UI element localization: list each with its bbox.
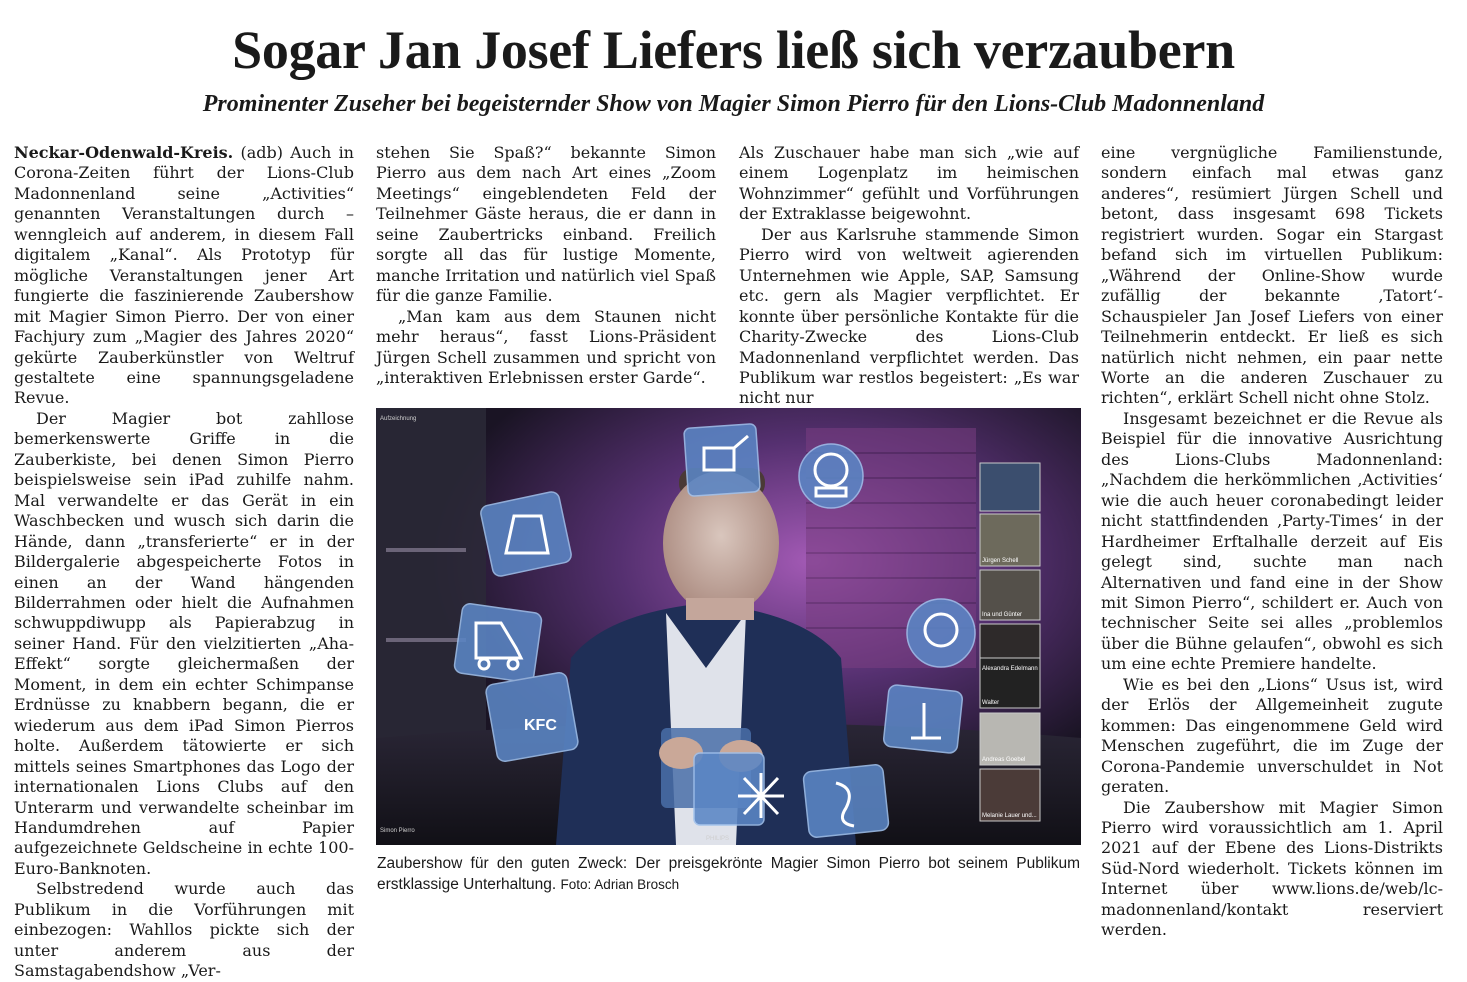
participant-name: Walter	[982, 700, 1000, 706]
photo-caption	[377, 853, 1080, 895]
donald-duck-icon	[907, 599, 975, 667]
paragraph: Als Zuschauer habe man sich „wie auf einem Logenplatz im heimischen Wohnzimmer“ gefühlt und Vorführungen der Extraklasse beigewohnt.	[739, 143, 1079, 224]
subheadline: Prominenter Zuseher bei begeisternder Show von Magier Simon Pierro für den Lions-Club Madonnenland	[202, 91, 1265, 117]
bucket-text: KFC	[524, 717, 557, 734]
roller-skate-icon	[454, 603, 543, 683]
screen-label: Aufzeichnung	[380, 416, 417, 422]
article-column-4	[1101, 143, 1443, 941]
participant-name: Andreas Goebel	[982, 757, 1026, 763]
screen-label: Simon Pierro	[380, 828, 415, 834]
paragraph	[14, 143, 354, 409]
article-photo	[376, 408, 1081, 845]
dateline: Neckar-Odenwald-Kreis.	[14, 143, 234, 162]
tv-brand-label: PHILIPS	[706, 836, 730, 842]
paragraph: Selbstredend wurde auch das Publikum in die Vorführungen mit einbezogen: Wahllos pickte sich der unter anderem aus der Samstagabendshow „Ver-	[14, 879, 354, 981]
paragraph: Die Zaubershow mit Magier Simon Pierro wird voraussichtlich am 1. April 2021 auf der Ebene des Lions-Distrikts Süd-Nord wiederholt. Tickets können im Internet über www.lions.de/web/lc-madonnenland/kontakt reserviert werden.	[1101, 797, 1443, 940]
caption-text: Zaubershow für den guten Zweck: Der preisgekrönte Magier Simon Pierro bot seinem Publikum erstklassige Unterhaltung.	[377, 855, 1080, 893]
paragraph: Insgesamt bezeichnet er die Revue als Beispiel für die innovative Ausrichtung des Lions-Clubs Madonnenland: „Nachdem die herkömmlichen ‚Activities‘ wie die auch heuer coronabedingt leider nicht stattfindenden ‚Party-Times‘ in der Hardheimer Erftalhalle derzeit auf Eis gelegt sind, suchte man nach Alternativen und fand eine in der Show mit Simon Pierro“, schildert er. Auch von technischer Seite sei alles „problemlos über die Bühne gelaufen“, obwohl es sich um eine echte Premiere handelte.	[1101, 408, 1443, 674]
paragraph: eine vergnügliche Familienstunde, sondern einfach mal etwas ganz anderes“, resümiert Jürgen Schell und betont, dass insgesamt 698 Tickets registriert wurden. Sogar ein Stargast befand sich im virtuellen Publikum: „Während der Online-Show wurde zufällig der bekannte ‚Tatort‘-Schauspieler Jan Josef Liefers von einer Teilnehmerin entdeckt. Er ließ es sich natürlich nicht nehmen, ein paar nette Worte an die anderen Zuschauer zu richten“, erklärt Schell nicht ohne Stolz.	[1101, 143, 1443, 408]
mailbox-icon	[684, 424, 761, 497]
paragraph: Der aus Karlsruhe stammende Simon Pierro wird von weltweit agierenden Unternehmen wie Apple, SAP, Samsung etc. gern als Magier verpflichtet. Er konnte über persönliche Kontakte für die Charity-Zwecke des Lions-Club Madonnenland verpflichtet werden. Das Publikum war restlos begeistert: „Es war nicht nur	[739, 224, 1079, 408]
paragraph: „Man kam aus dem Staunen nicht mehr heraus“, fasst Lions-Präsident Jürgen Schell zusammen und spricht von „interaktiven Erlebnissen erster Garde“.	[376, 306, 716, 387]
paragraph-text: (adb) Auch in Corona-Zeiten führt der Lions-Club Madonnenland seine „Activities“ genannten Veranstaltungen durch – wenngleich auf anderem, in diesem Fall digitalem „Kanal“. Als Prototyp für mögliche Veranstaltungen jener Art fungierte die faszinierende Zaubershow mit Magier Simon Pierro. Der von einer Fachjury zum „Magier des Jahres 2020“ gekürte Zauberkünstler von Weltruf gestaltete eine spannungsgeladene Revue.	[14, 143, 354, 408]
headline: Sogar Jan Josef Liefers ließ sich verzaubern	[232, 20, 1235, 80]
article-column-2	[376, 143, 716, 388]
paragraph: Wie es bei den „Lions“ Usus ist, wird der Erlös der Allgemeinheit zugute kommen: Das eingenommene Geld wird Menschen zugeführt, die im Zuge der Corona-Pandemie unverschuldet in Not geraten.	[1101, 674, 1443, 797]
photo-illustration	[376, 408, 1081, 845]
participant-name: Melanie Lauer und...	[982, 813, 1037, 819]
participant-name: Ina und Günter	[982, 612, 1023, 618]
paragraph: Der Magier bot zahllose bemerkenswerte Griffe in die Zauberkiste, bei denen Simon Pierro beispielsweise sein iPad zuhilfe nahm. Mal verwandelte er das Gerät in ein Waschbecken und wusch sich darin die Hände, dann „transferierte“ er in der Bildergalerie abgespeicherte Fotos in einen an der Wand hängenden Bilderrahmen oder hielt die Aufnahmen schwuppdiwupp als Papierabzug in seiner Hand. Für den vielzitierten „Aha-Effekt“ sorgte gleichermaßen der Moment, in dem ein echter Schimpanse Erdnüsse zu knabbern begann, die er wiederum aus dem iPad Simon Pierros holte. Außerdem tätowierte er sich mittels seines Smartphones das Logo der internationalen Lions Clubs auf den Unterarm und verwandelte scheinbar im Handumdrehen auf Papier aufgezeichnete Geldscheine in echte 100-Euro-Banknoten.	[14, 408, 354, 878]
jelly-pudding-icon	[479, 490, 572, 577]
article-column-3	[739, 143, 1079, 409]
participant-name: Jürgen Schell	[982, 558, 1019, 564]
participant-name: Alexandra Edelmann	[982, 666, 1038, 672]
article-column-1	[14, 143, 354, 982]
paragraph: stehen Sie Spaß?“ bekannte Simon Pierro aus dem nach Art eines „Zoom Meetings“ eingeblendeten Feld der Teilnehmer Gäste heraus, die er dann in seine Zaubertricks einband. Freilich sorgte all das für lustige Momente, manche Irritation und natürlich viel Spaß für die ganze Familie.	[376, 143, 716, 306]
seahorse-icon	[803, 764, 889, 838]
photo-credit: Foto: Adrian Brosch	[560, 877, 680, 892]
